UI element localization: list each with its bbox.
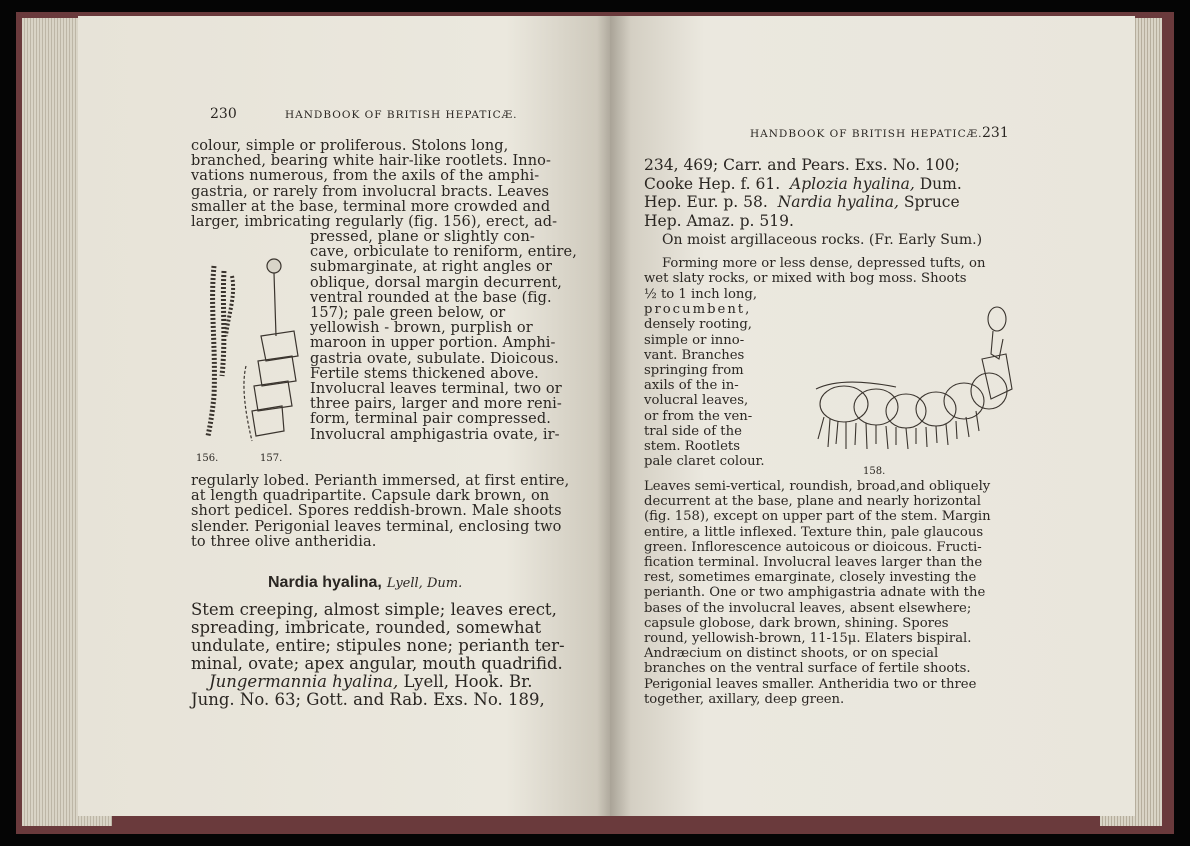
text-line: to three olive antheridia. [191,533,377,550]
figure-158 [806,299,1026,459]
text-line: Involucral amphigastria ovate, ir- [310,426,560,443]
references [644,156,962,230]
text-line: densely rooting, [644,317,752,333]
text-line: fication terminal. Involucral leaves larger than the [644,555,983,571]
page-number: 231 [982,125,1009,141]
text-line: vant. Branches [644,347,745,363]
text-line: gastria ovate, subulate. Dioicous. [310,350,559,367]
species-name: Nardia hyalina, [268,574,382,591]
text-line: Stem creeping, almost simple; leaves erect, [191,600,557,619]
description-wrap [644,287,765,469]
text-line: three pairs, larger and more reni- [310,396,562,413]
text-line: tral side of the [644,423,742,439]
text-line: perianth. One or two amphigastria adnate with the [644,585,986,601]
text-line: decurrent at the base, plane and nearly horizontal [644,494,981,510]
paragraph-2 [191,601,565,709]
text-line: branched, bearing white hair-like rootlets. Inno- [191,153,552,170]
text-line: 157); pale green below, or [310,305,506,322]
description-end [644,479,991,707]
text-line: Hep. Amaz. p. 519. [644,211,794,230]
text-line: maroon in upper portion. Amphi- [310,335,556,352]
text-line: spreading, imbricate, rounded, somewhat [191,618,542,637]
text-line: bases of the involucral leaves, absent elsewhere; [644,600,972,616]
text-line: ½ to 1 inch long, [644,287,758,302]
species-authority: Lyell, Dum. [386,576,463,591]
text-line: regularly lobed. Perianth immersed, at first entire, [191,473,570,489]
text-line: (fig. 158), except on upper part of the stem. Margin [644,509,991,525]
text-line: oblique, dorsal margin decurrent, [310,274,563,291]
text-line: cave, orbiculate to reniform, entire, [310,244,577,261]
text-line: smaller at the base, terminal more crowded and [191,198,551,215]
text-line: submarginate, at right angles or [310,259,553,276]
text-line: Involucral leaves terminal, two or [310,381,562,398]
text-line: entire, a little inflexed. Texture thin, pale glaucous [644,524,984,540]
figure-caption-156: 156. [196,453,219,464]
text-line: together, axillary, deep green. [644,691,845,707]
text-line: springing from [644,363,744,379]
text-line: axils of the in- [644,378,739,394]
text-line: Perigonial leaves smaller. Antheridia two or three [644,676,977,692]
text-line: branches on the ventral surface of fertile shoots. [644,661,971,677]
running-head: HANDBOOK OF BRITISH HEPATICÆ. [750,128,983,140]
text-line: pressed, plane or slightly con- [310,229,535,245]
text-line: green. Inflorescence autoicous or dioicous. Fructi- [644,539,982,555]
page-number: 230 [210,106,237,122]
text-line: or from the ven- [644,408,753,424]
text-line: pale claret colour. [644,454,765,470]
text-line: undulate, entire; stipules none; perianth ter- [191,636,565,655]
text-line: ventral rounded at the base (fig. [310,289,552,306]
text-line: volucral leaves, [644,393,749,409]
text-line: Hep. Eur. p. 58. Nardia hyalina, Spruce [644,193,960,211]
synonym-line [191,673,565,691]
synonym-rest: Lyell, Hook. Br. [403,672,533,691]
paragraph-1-wrap [310,230,577,443]
text-line: 234, 469; Carr. and Pears. Exs. No. 100; [644,156,960,174]
text-line: procumbent, [644,302,752,318]
text-line: Forming more or less dense, depressed tufts, on [662,256,986,271]
text-line: gastria, or rarely from involucral bracts. Leaves [191,183,550,200]
text-line: wet slaty rocks, or mixed with bog moss. Shoots [644,271,967,287]
text-line: simple or inno- [644,332,745,348]
figure-caption-158: 158. [863,466,886,477]
text-line: vations numerous, from the axils of the amphi- [191,168,540,185]
figure-156-157 [196,246,306,446]
text-line: rest, sometimes emarginate, closely investing the [644,570,977,586]
text-line: at length quadripartite. Capsule dark brown, on [191,488,550,505]
text-line: Cooke Hep. f. 61. Aplozia hyalina, Dum. [644,174,962,193]
text-line: stem. Rootlets [644,439,740,455]
text-line: yellowish - brown, purplish or [310,320,533,337]
text-line: Leaves semi-vertical, roundish, broad,and obliquely [644,479,991,494]
text-line: Jung. No. 63; Gott. and Rab. Exs. No. 189, [191,690,545,709]
right-page [610,16,1135,816]
text-line: larger, imbricating regularly (fig. 156), erect, ad- [191,214,558,231]
paragraph-1-top [191,139,557,230]
text-line: short pedicel. Spores reddish-brown. Male shoots [191,503,562,520]
text-line: Andræcium on distinct shoots, or on special [644,646,939,662]
species-heading [268,572,462,592]
running-head: HANDBOOK OF BRITISH HEPATICÆ. [285,109,518,121]
habitat: On moist argillaceous rocks. (Fr. Early Sum.) [662,232,983,248]
figure-caption-157: 157. [260,453,283,464]
paragraph-1-end [191,474,569,550]
text-line: minal, ovate; apex angular, mouth quadrifid. [191,654,563,673]
text-line: round, yellowish-brown, 11-15μ. Elaters bispiral. [644,631,972,647]
text-line: slender. Perigonial leaves terminal, enclosing two [191,518,562,535]
text-line: capsule globose, dark brown, shining. Spores [644,615,949,631]
text-line: Fertile stems thickened above. [310,365,539,382]
text-line: form, terminal pair compressed. [310,411,551,428]
text-line: colour, simple or proliferous. Stolons long, [191,138,509,154]
description-top [644,256,985,286]
synonym-name: Jungermannia hyalina, [209,672,399,691]
left-page [78,16,613,816]
